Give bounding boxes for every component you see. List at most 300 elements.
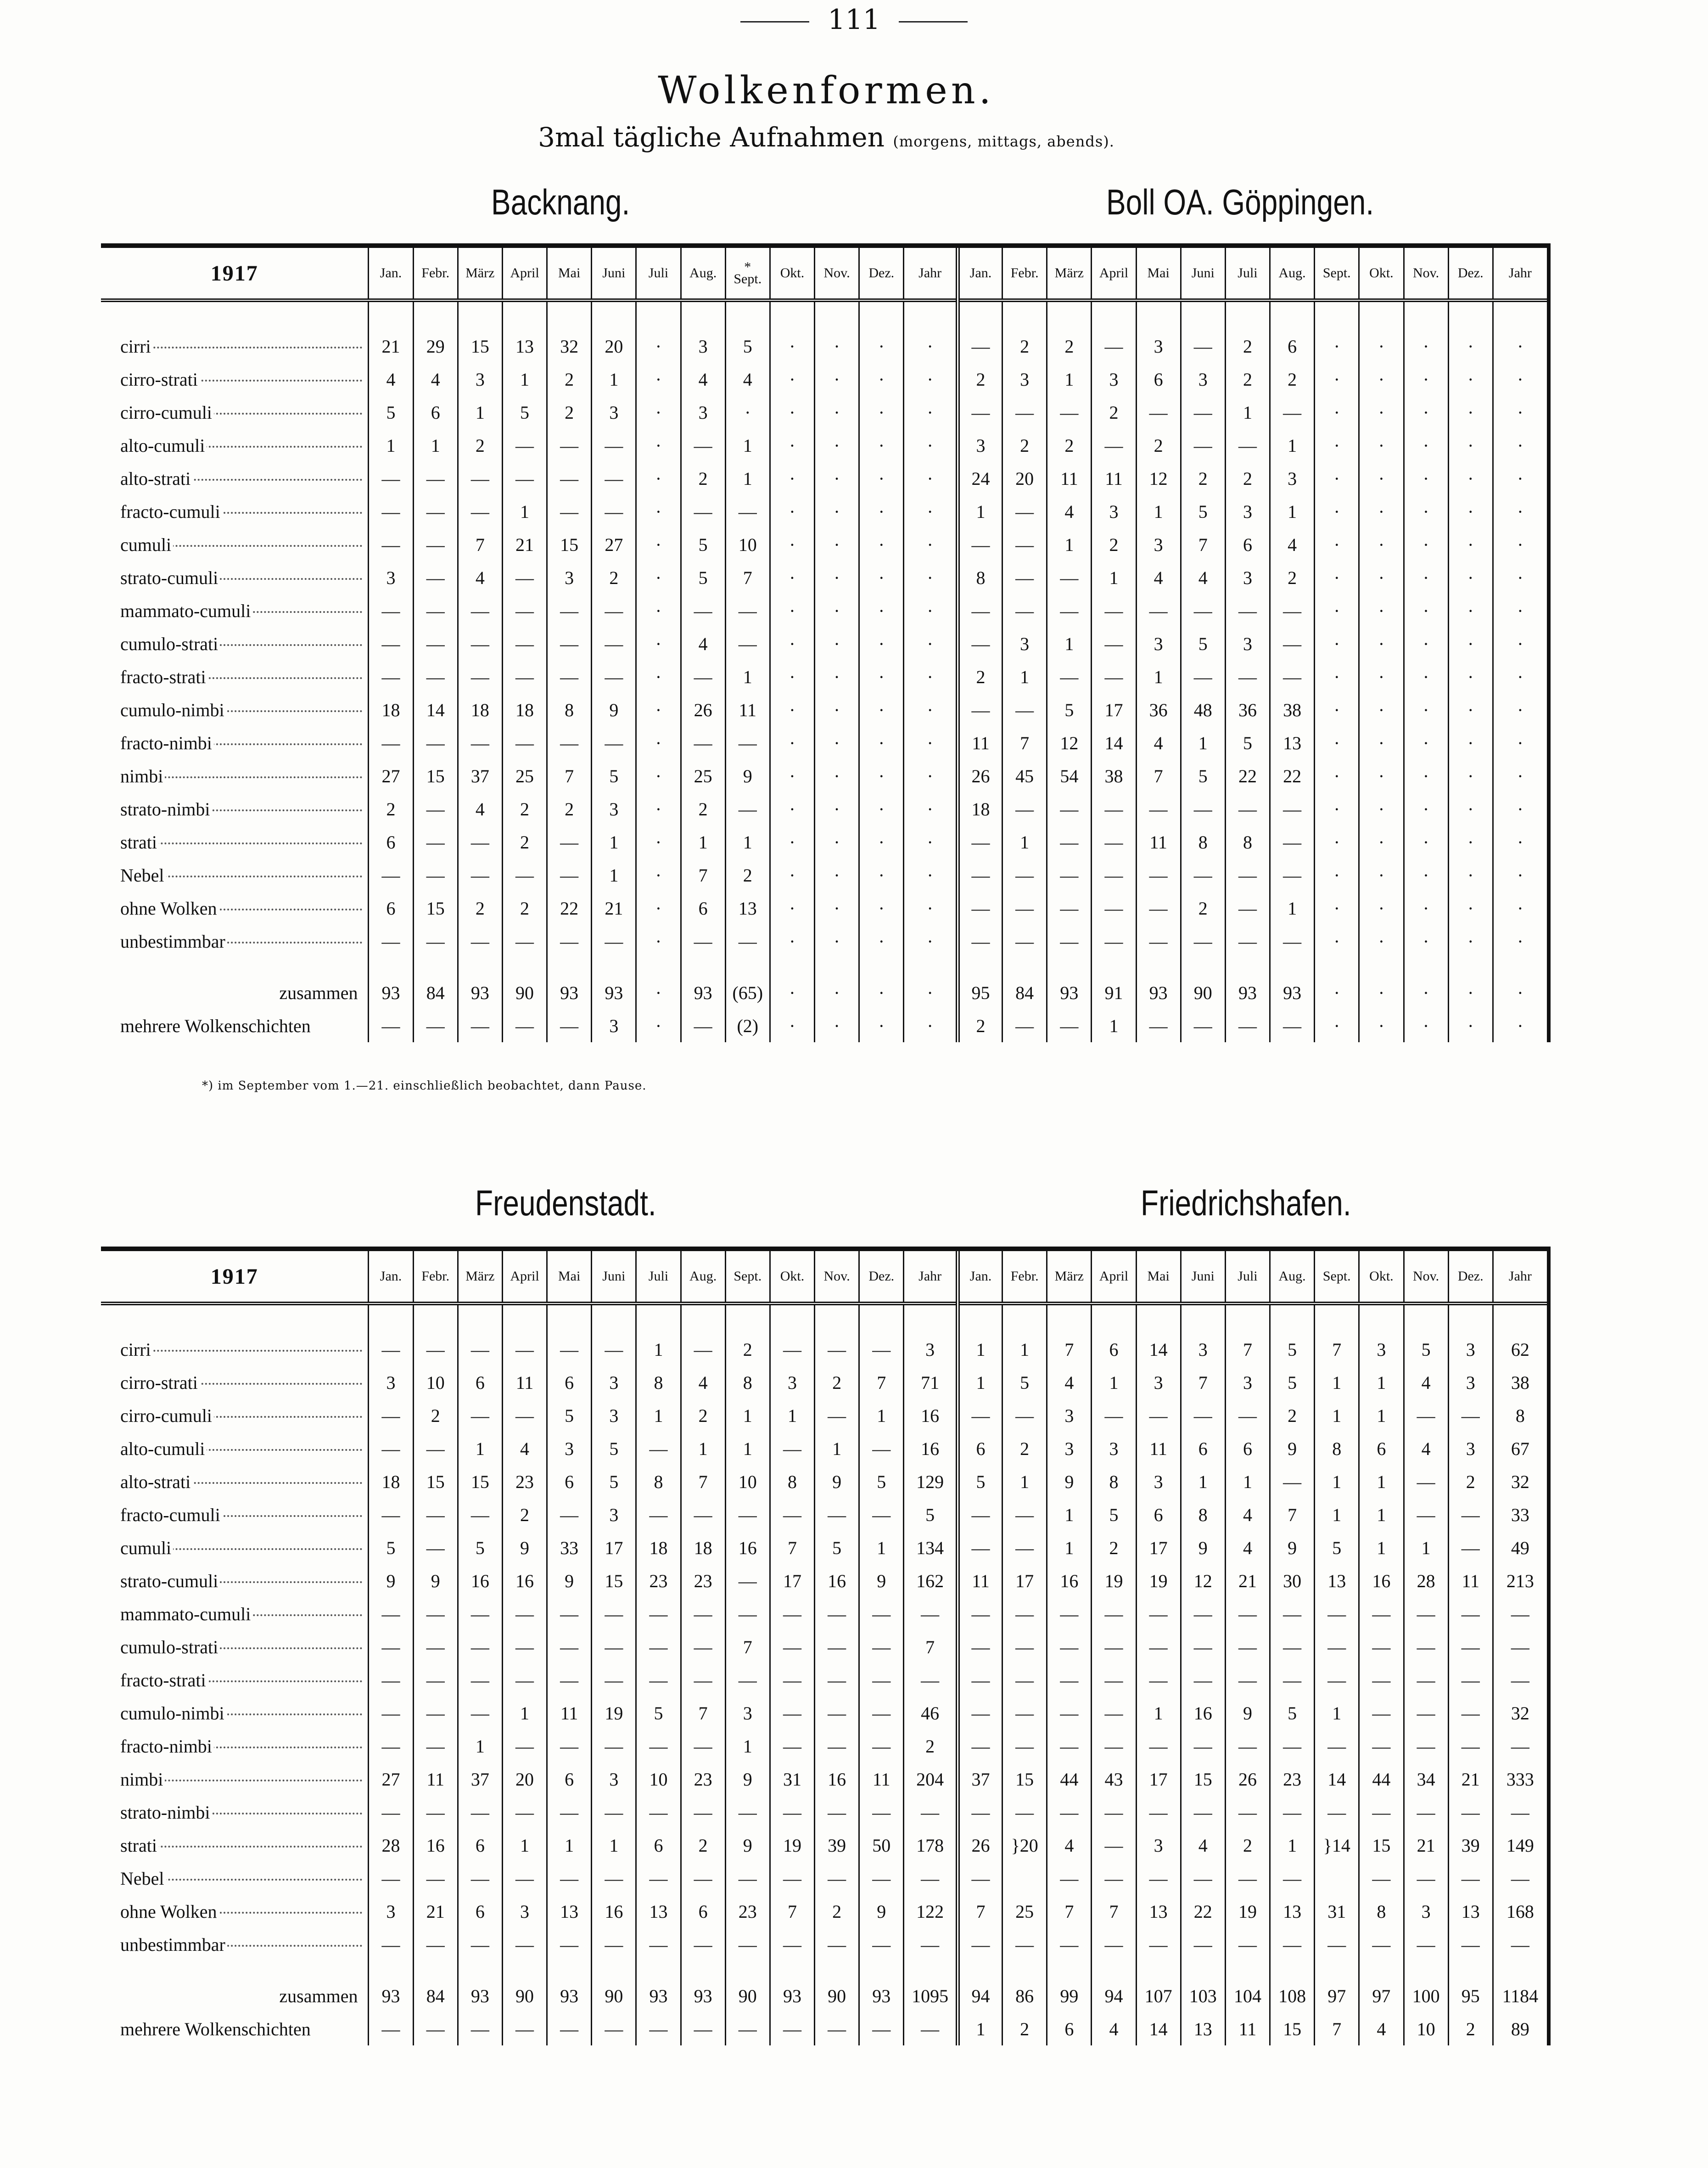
spacer-cell — [1493, 300, 1547, 330]
row-label: ohne Wolken — [101, 892, 369, 925]
wolkenformen-table — [101, 1251, 1547, 2045]
value-cell: · — [815, 462, 859, 495]
value-cell: 2 — [958, 660, 1002, 693]
value-cell: — — [592, 925, 636, 958]
value-cell: 8 — [1225, 826, 1270, 859]
value-cell: — — [958, 1531, 1002, 1564]
value-cell: 1 — [1092, 1009, 1136, 1042]
spacer-cell — [859, 1303, 904, 1333]
value-cell: — — [958, 1630, 1002, 1663]
row-label: ohne Wolken — [101, 1895, 369, 1928]
row-label: cirri — [101, 330, 369, 363]
value-cell: — — [1047, 660, 1092, 693]
value-cell: — — [1136, 1663, 1181, 1696]
value-cell: 1 — [1002, 826, 1047, 859]
table-row — [101, 561, 1547, 594]
value-cell: — — [1225, 925, 1270, 958]
value-cell: · — [1404, 759, 1448, 792]
value-cell: — — [369, 1696, 413, 1730]
value-cell: — — [502, 726, 547, 759]
value-cell: 14 — [1136, 2012, 1181, 2045]
value-cell: 13 — [1448, 1895, 1493, 1928]
value-cell: · — [770, 759, 814, 792]
value-cell: — — [1092, 1928, 1136, 1961]
value-cell: — — [413, 1498, 458, 1531]
value-cell: · — [815, 759, 859, 792]
value-cell: · — [1359, 792, 1404, 826]
value-cell: 46 — [904, 1696, 958, 1730]
value-cell: · — [636, 792, 681, 826]
value-cell: 3 — [547, 1432, 592, 1465]
value-cell: — — [1136, 396, 1181, 429]
value-cell: 178 — [904, 1829, 958, 1862]
value-cell: — — [1002, 495, 1047, 528]
value-cell: — — [1181, 1796, 1225, 1829]
value-cell: 1 — [1315, 1696, 1359, 1730]
row-label: strati — [101, 826, 369, 859]
value-cell: 21 — [1404, 1829, 1448, 1862]
value-cell: 7 — [1136, 759, 1181, 792]
footnote: *) im September vom 1.—21. einschließlich beobachtet, dann Pause. — [202, 1079, 647, 1093]
value-cell: — — [1448, 1663, 1493, 1696]
value-cell: · — [1493, 759, 1547, 792]
spacer-cell — [1359, 1961, 1404, 1979]
value-cell: — — [413, 1862, 458, 1895]
value-cell: — — [413, 792, 458, 826]
row-label: alto-cumuli — [101, 429, 369, 462]
value-cell: 1 — [859, 1531, 904, 1564]
value-cell: · — [1448, 627, 1493, 660]
value-cell: 3 — [592, 792, 636, 826]
value-cell: 2 — [1002, 2012, 1047, 2045]
value-cell: — — [547, 1333, 592, 1366]
value-cell: — — [1270, 1597, 1315, 1630]
value-cell: — — [1225, 792, 1270, 826]
value-cell: 2 — [1225, 1829, 1270, 1862]
value-cell: 16 — [1047, 1564, 1092, 1597]
value-cell: · — [770, 859, 814, 892]
value-cell: 3 — [592, 1366, 636, 1399]
value-cell: — — [1225, 1597, 1270, 1630]
value-cell: 23 — [681, 1763, 725, 1796]
value-cell: 4 — [1181, 561, 1225, 594]
value-cell: — — [681, 1009, 725, 1042]
value-cell: 44 — [1047, 1763, 1092, 1796]
row-label: mammato-cumuli — [101, 1597, 369, 1630]
table-row — [101, 1630, 1547, 1663]
value-cell: · — [1493, 462, 1547, 495]
value-cell: 19 — [770, 1829, 814, 1862]
value-cell: 3 — [725, 1696, 770, 1730]
value-cell: 6 — [547, 1366, 592, 1399]
value-cell: 93 — [681, 1979, 725, 2012]
month-header: Mai — [1136, 248, 1181, 300]
value-cell: · — [904, 495, 958, 528]
value-cell: · — [1448, 429, 1493, 462]
value-cell: — — [859, 1663, 904, 1696]
value-cell: 5 — [369, 396, 413, 429]
value-cell: 2 — [681, 792, 725, 826]
value-cell: · — [904, 792, 958, 826]
value-cell: — — [1136, 1630, 1181, 1663]
value-cell: 4 — [1047, 495, 1092, 528]
value-cell: — — [547, 726, 592, 759]
month-header: Okt. — [1359, 248, 1404, 300]
value-cell: — — [725, 627, 770, 660]
value-cell: 3 — [1225, 561, 1270, 594]
value-cell: — — [413, 495, 458, 528]
value-cell: 84 — [413, 976, 458, 1009]
value-cell: — — [413, 1663, 458, 1696]
value-cell: — — [1225, 892, 1270, 925]
value-cell: — — [413, 561, 458, 594]
value-cell — [1315, 1862, 1359, 1895]
month-header: Jan. — [958, 248, 1002, 300]
value-cell: — — [770, 1498, 814, 1531]
value-cell: 9 — [592, 693, 636, 726]
value-cell: 5 — [958, 1465, 1002, 1498]
spacer-cell — [1136, 958, 1181, 976]
value-cell: — — [859, 1630, 904, 1663]
value-cell: 29 — [413, 330, 458, 363]
value-cell: — — [547, 1796, 592, 1829]
value-cell: · — [815, 660, 859, 693]
value-cell: — — [1002, 1399, 1047, 1432]
value-cell: 1 — [681, 826, 725, 859]
value-cell: — — [1270, 826, 1315, 859]
value-cell: — — [770, 1597, 814, 1630]
value-cell: — — [1404, 1663, 1448, 1696]
value-cell: · — [1493, 495, 1547, 528]
value-cell: — — [413, 1009, 458, 1042]
value-cell: 16 — [815, 1763, 859, 1796]
value-cell: 3 — [547, 561, 592, 594]
value-cell: — — [904, 2012, 958, 2045]
value-cell: — — [815, 1333, 859, 1366]
value-cell: 3 — [369, 1366, 413, 1399]
value-cell: 16 — [592, 1895, 636, 1928]
value-cell: — — [592, 1928, 636, 1961]
value-cell: — — [1002, 892, 1047, 925]
value-cell: 26 — [681, 693, 725, 726]
value-cell: — — [1404, 1498, 1448, 1531]
value-cell: · — [770, 660, 814, 693]
value-cell: — — [725, 1862, 770, 1895]
value-cell: 93 — [1136, 976, 1181, 1009]
value-cell: · — [815, 528, 859, 561]
value-cell: — — [369, 859, 413, 892]
value-cell: — — [1002, 1663, 1047, 1696]
value-cell: — — [547, 925, 592, 958]
value-cell: · — [815, 792, 859, 826]
value-cell: 5 — [904, 1498, 958, 1531]
value-cell: · — [770, 495, 814, 528]
value-cell: 1 — [1181, 726, 1225, 759]
value-cell: — — [636, 1928, 681, 1961]
value-cell: · — [859, 726, 904, 759]
value-cell: — — [547, 495, 592, 528]
value-cell: — — [815, 1928, 859, 1961]
value-cell: · — [636, 759, 681, 792]
value-cell: 50 — [859, 1829, 904, 1862]
value-cell: — — [369, 1399, 413, 1432]
spacer-cell — [859, 300, 904, 330]
value-cell: — — [458, 1663, 502, 1696]
value-cell: 5 — [636, 1696, 681, 1730]
spacer-cell — [502, 1303, 547, 1333]
value-cell: 33 — [547, 1531, 592, 1564]
value-cell: 4 — [1270, 528, 1315, 561]
value-cell: 9 — [815, 1465, 859, 1498]
value-cell: · — [859, 859, 904, 892]
value-cell: 1 — [547, 1829, 592, 1862]
table-row — [101, 1928, 1547, 1961]
value-cell: 1 — [1315, 1399, 1359, 1432]
value-cell: · — [904, 892, 958, 925]
row-label: fracto-nimbi — [101, 1730, 369, 1763]
value-cell: · — [815, 429, 859, 462]
value-cell: 1 — [1270, 495, 1315, 528]
value-cell: — — [1270, 1796, 1315, 1829]
value-cell: · — [770, 363, 814, 396]
value-cell: — — [815, 1597, 859, 1630]
value-cell: — — [1092, 594, 1136, 627]
value-cell: — — [502, 660, 547, 693]
table-row — [101, 1763, 1547, 1796]
value-cell: — — [413, 859, 458, 892]
value-cell: 18 — [636, 1531, 681, 1564]
value-cell: — — [681, 1498, 725, 1531]
month-header: Jahr — [1493, 248, 1547, 300]
value-cell: · — [1359, 528, 1404, 561]
value-cell: · — [770, 462, 814, 495]
spacer-cell — [1002, 1303, 1047, 1333]
table-row — [101, 594, 1547, 627]
value-cell: 19 — [592, 1696, 636, 1730]
value-cell: — — [859, 1432, 904, 1465]
table-row — [101, 826, 1547, 859]
value-cell: — — [502, 1928, 547, 1961]
station-title-friedrichshafen: Friedrichshafen. — [1141, 1183, 1351, 1223]
value-cell: 12 — [1181, 1564, 1225, 1597]
value-cell: — — [1092, 627, 1136, 660]
spacer-cell — [815, 958, 859, 976]
value-cell: — — [458, 594, 502, 627]
value-cell: 2 — [502, 1498, 547, 1531]
value-cell: 5 — [502, 396, 547, 429]
spacer-cell — [1270, 1303, 1315, 1333]
value-cell: — — [458, 1333, 502, 1366]
value-cell: — — [413, 1928, 458, 1961]
value-cell: — — [1270, 1630, 1315, 1663]
value-cell: — — [681, 1333, 725, 1366]
spacer-cell — [636, 300, 681, 330]
value-cell: 4 — [1136, 726, 1181, 759]
value-cell: — — [1270, 1928, 1315, 1961]
value-cell: · — [815, 859, 859, 892]
value-cell: · — [1493, 925, 1547, 958]
value-cell: · — [1448, 1009, 1493, 1042]
value-cell: — — [413, 1730, 458, 1763]
value-cell: · — [859, 627, 904, 660]
row-label: strato-cumuli — [101, 561, 369, 594]
value-cell: — — [1181, 396, 1225, 429]
value-cell: 45 — [1002, 759, 1047, 792]
value-cell: 20 — [502, 1763, 547, 1796]
value-cell: · — [1359, 759, 1404, 792]
value-cell: 11 — [1047, 462, 1092, 495]
month-header: Febr. — [1002, 1251, 1047, 1303]
value-cell: · — [636, 859, 681, 892]
value-cell: 18 — [681, 1531, 725, 1564]
value-cell: — — [1225, 660, 1270, 693]
value-cell: 54 — [1047, 759, 1092, 792]
value-cell: · — [904, 759, 958, 792]
value-cell: — — [1047, 859, 1092, 892]
month-header: März — [458, 1251, 502, 1303]
value-cell: 90 — [592, 1979, 636, 2012]
value-cell: 3 — [592, 1399, 636, 1432]
value-cell: 204 — [904, 1763, 958, 1796]
value-cell: 5 — [1225, 726, 1270, 759]
value-cell: — — [815, 1630, 859, 1663]
table-row — [101, 1829, 1547, 1862]
value-cell: 2 — [1270, 561, 1315, 594]
value-cell: 11 — [413, 1763, 458, 1796]
value-cell: — — [1225, 1796, 1270, 1829]
value-cell: — — [770, 2012, 814, 2045]
value-cell: — — [1493, 1730, 1547, 1763]
value-cell: — — [502, 859, 547, 892]
table-row — [101, 1696, 1547, 1730]
value-cell: 93 — [1047, 976, 1092, 1009]
value-cell: 11 — [1092, 462, 1136, 495]
value-cell — [1002, 1862, 1047, 1895]
value-cell: 7 — [1047, 1333, 1092, 1366]
table-row — [101, 1399, 1547, 1432]
spacer-cell — [1002, 1961, 1047, 1979]
value-cell: 1 — [1002, 1333, 1047, 1366]
value-cell: 8 — [958, 561, 1002, 594]
value-cell: 1 — [369, 429, 413, 462]
value-cell: 5 — [547, 1399, 592, 1432]
value-cell: · — [636, 561, 681, 594]
value-cell: 11 — [859, 1763, 904, 1796]
value-cell: — — [636, 1796, 681, 1829]
value-cell: — — [1092, 1796, 1136, 1829]
value-cell: 2 — [413, 1399, 458, 1432]
row-label: Nebel — [101, 859, 369, 892]
value-cell: 17 — [770, 1564, 814, 1597]
value-cell: · — [1315, 792, 1359, 826]
spacer-cell — [413, 958, 458, 976]
value-cell: · — [770, 330, 814, 363]
value-cell: — — [592, 495, 636, 528]
value-cell: — — [904, 1663, 958, 1696]
value-cell: 1 — [1225, 1465, 1270, 1498]
value-cell: 4 — [1404, 1366, 1448, 1399]
row-label: cumuli — [101, 1531, 369, 1564]
value-cell: — — [1092, 892, 1136, 925]
value-cell: · — [1493, 1009, 1547, 1042]
value-cell: — — [1315, 1597, 1359, 1630]
value-cell: 1 — [1315, 1465, 1359, 1498]
value-cell: — — [592, 1333, 636, 1366]
value-cell: · — [904, 693, 958, 726]
value-cell: 10 — [725, 528, 770, 561]
value-cell: — — [1404, 1928, 1448, 1961]
value-cell: 21 — [502, 528, 547, 561]
month-header: Juli — [636, 248, 681, 300]
value-cell: 6 — [681, 1895, 725, 1928]
value-cell: 31 — [770, 1763, 814, 1796]
row-label: mehrere Wolkenschichten — [101, 2012, 369, 2045]
spacer-cell — [1047, 958, 1092, 976]
value-cell: 3 — [1448, 1432, 1493, 1465]
value-cell: 3 — [958, 429, 1002, 462]
spacer-cell — [1493, 958, 1547, 976]
value-cell: — — [636, 1730, 681, 1763]
value-cell: 8 — [1493, 1399, 1547, 1432]
value-cell: 5 — [681, 561, 725, 594]
value-cell: — — [369, 925, 413, 958]
value-cell: 6 — [1225, 528, 1270, 561]
row-label: cumulo-strati — [101, 627, 369, 660]
value-cell: — — [770, 1928, 814, 1961]
value-cell: 36 — [1136, 693, 1181, 726]
value-cell: — — [859, 1928, 904, 1961]
value-cell: · — [1448, 925, 1493, 958]
value-cell: 16 — [502, 1564, 547, 1597]
value-cell: 93 — [1225, 976, 1270, 1009]
value-cell: 2 — [1092, 528, 1136, 561]
value-cell: — — [458, 925, 502, 958]
value-cell: 4 — [1047, 1366, 1092, 1399]
value-cell: 1 — [413, 429, 458, 462]
year-header: 1917 — [101, 248, 369, 300]
value-cell: — — [547, 2012, 592, 2045]
spacer-cell — [1315, 1303, 1359, 1333]
value-cell: — — [859, 1696, 904, 1730]
value-cell: 37 — [458, 1763, 502, 1796]
value-cell: · — [636, 627, 681, 660]
value-cell: — — [547, 429, 592, 462]
value-cell: — — [1002, 693, 1047, 726]
value-cell: 3 — [1225, 495, 1270, 528]
value-cell: · — [770, 976, 814, 1009]
value-cell: 67 — [1493, 1432, 1547, 1465]
value-cell: 23 — [636, 1564, 681, 1597]
value-cell: 15 — [458, 330, 502, 363]
spacer-cell — [1359, 1303, 1404, 1333]
value-cell: 13 — [547, 1895, 592, 1928]
value-cell: — — [369, 627, 413, 660]
value-cell: · — [1493, 792, 1547, 826]
value-cell: — — [458, 1009, 502, 1042]
value-cell: — — [1136, 1730, 1181, 1763]
value-cell: — — [458, 1597, 502, 1630]
value-cell: 2 — [1270, 1399, 1315, 1432]
value-cell: 93 — [859, 1979, 904, 2012]
value-cell: — — [1493, 1862, 1547, 1895]
value-cell: · — [859, 759, 904, 792]
row-label: fracto-nimbi — [101, 726, 369, 759]
value-cell: — — [413, 462, 458, 495]
value-cell: 31 — [1315, 1895, 1359, 1928]
value-cell: 10 — [636, 1763, 681, 1796]
value-cell: 36 — [1225, 693, 1270, 726]
value-cell: 27 — [369, 1763, 413, 1796]
